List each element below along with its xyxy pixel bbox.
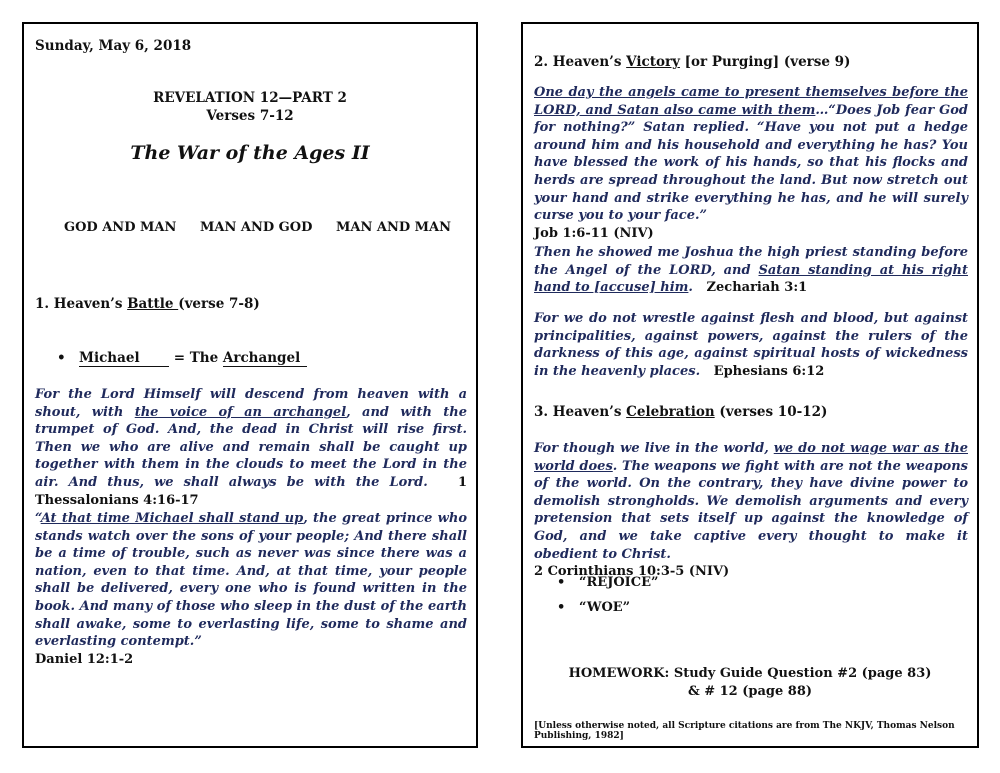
bullet-equals: = The [169, 350, 223, 366]
date: Sunday, May 6, 2018 [35, 38, 192, 54]
reference-zechariah: Zechariah 3:1 [706, 280, 808, 296]
homework-line-1: HOMEWORK: Study Guide Question #2 (page 83) [568, 666, 932, 681]
quote-corinthians: For though we live in the world, we do not wage war as the world does. The weapons we fight with are not the weapons of the world. On the contrary, they have divine power to demolish strongholds. We demolish arguments and every pretension that sets itself up against the knowledge of God, and we take captive every thought to make it obedient to Christ. 2 Corinthians 10:3-5 (NIV) [534, 441, 968, 580]
section-prefix: 1. Heaven’s [35, 296, 128, 312]
bullet-rejoice: • “REJOICE” [579, 575, 658, 590]
quote-zechariah: Then he showed me Joshua the high priest standing before the Angel of the LORD, and Satan standing at his right hand to [accuse] him. Zechariah 3:1 [534, 245, 968, 296]
scripture-footnote: [Unless otherwise noted, all Scripture citations are from The NKJV, Thomas Nelson Publishing, 1982] [534, 721, 955, 741]
theme-god-and-man: GOD AND MAN [64, 220, 177, 235]
reference-daniel: Daniel 12:1-2 [35, 651, 134, 667]
page-title: The War of the Ages II [130, 142, 370, 164]
reference-corinthians: 2 Corinthians 10:3-5 (NIV) [534, 564, 730, 580]
quote-daniel: “At that time Michael shall stand up, the great prince who stands watch over the sons of your people; And there shall be a time of trouble, such as never was since there was a nation, even to that time. And, at that time, your people shall be delivered, every one who is found written in the book. And many of those who sleep in the dust of the earth shall awake, some to everlasting life, some to shame and everlasting contempt.” Daniel 12:1-2 [35, 511, 467, 667]
section-suffix: (verse 7-8) [178, 296, 260, 312]
fill-in-archangel: Archangel [223, 350, 307, 367]
reference-ephesians: Ephesians 6:12 [713, 363, 825, 379]
series-title: REVELATION 12—PART 2 [153, 90, 347, 106]
verses-range: Verses 7-12 [206, 108, 294, 124]
section-heading-battle [35, 296, 260, 312]
theme-man-and-man: MAN AND MAN [336, 220, 452, 235]
quote-job: One day the angels came to present themselves before the LORD, and Satan also came with them…“Does Job fear God for nothing?” Satan replied. “Have you not put a hedge around him and his household and everything he has? You have blessed the work of his hands, so that his flocks and herds are spread throughout the land. But now stretch out your hand and strike everything he has, and he will surely curse you to your face.” Job 1:6-11 (NIV) [534, 85, 969, 241]
homework-line-2: & # 12 (page 88) [687, 684, 813, 699]
section-keyword: Battle [127, 296, 179, 312]
section-heading-celebration: 3. Heaven’s Celebration (verses 10-12) [534, 404, 828, 420]
reference-thessalonians: 1 Thessalonians 4:16-17 [35, 474, 467, 508]
section-heading-victory: 2. Heaven’s Victory [or Purging] (verse 9) [534, 54, 851, 70]
bullet-michael-archangel [79, 350, 307, 367]
bullet-woe: • “WOE” [579, 600, 630, 615]
right-panel [521, 22, 979, 748]
reference-job: Job 1:6-11 (NIV) [534, 225, 654, 241]
quote-ephesians: For we do not wrestle against flesh and blood, but against principalities, against powers, against the rulers of the darkness of this age, against spiritual hosts of wickedness in the heavenly places. Ephesians 6:12 [534, 311, 968, 379]
theme-man-and-god: MAN AND GOD [200, 220, 313, 235]
fill-in-michael: Michael [79, 350, 169, 367]
quote-thessalonians: For the Lord Himself will descend from heaven with a shout, with the voice of an archangel, and with the trumpet of God. And, the dead in Christ will rise first. Then we who are alive and remain shall be caught up together with them in the clouds to meet the Lord in the air. And thus, we shall always be with the Lord. 1 Thessalonians 4:16-17 [35, 387, 468, 508]
left-panel [22, 22, 478, 748]
